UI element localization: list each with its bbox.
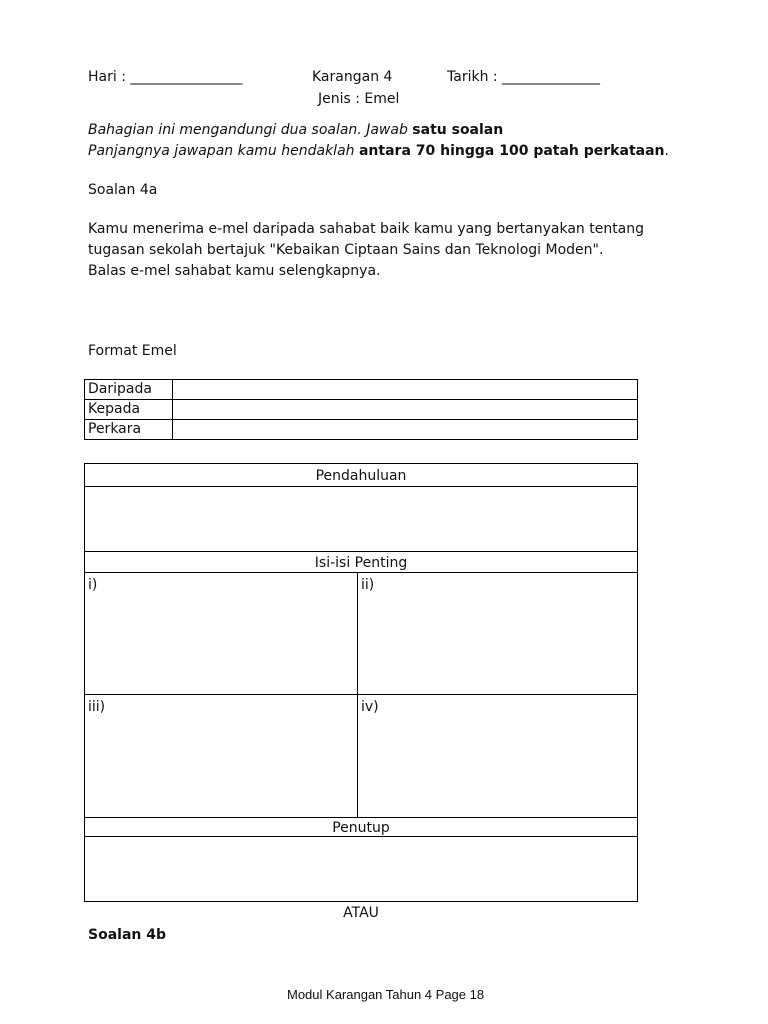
question-4a-line-3: Balas e-mel sahabat kamu selengkapnya. [88,263,381,279]
isi-heading-top-line [84,551,638,552]
hari-field: Hari : ________________ [88,69,243,85]
point-ii-label: ii) [361,577,375,593]
daripada-input-cell[interactable] [174,380,636,398]
question-4a-line-2: tugasan sekolah bertajuk "Kebaikan Ciptaan Sains dan Teknologi Moden". [88,242,604,258]
isi-heading-bottom-line [84,572,638,573]
isi-grid-middle-line [84,694,638,695]
penutup-heading: Penutup [332,820,390,836]
perkara-input-cell[interactable] [174,420,636,438]
instruction-2-period: . [664,143,669,159]
point-iii-label: iii) [88,699,106,715]
point-ii-writing-area[interactable] [359,596,636,692]
penutup-writing-area[interactable] [86,838,636,900]
daripada-label: Daripada [88,381,152,397]
point-i-writing-area[interactable] [86,596,356,692]
instruction-2-emphasis: antara 70 hingga 100 patah perkataan [358,143,665,159]
isi-penting-heading: Isi-isi Penting [314,555,408,571]
point-iii-writing-area[interactable] [86,718,356,815]
kepada-label: Kepada [88,401,141,417]
page-footer: Modul Karangan Tahun 4 Page 18 [287,987,485,1002]
pendahuluan-heading: Pendahuluan [315,468,407,484]
penutup-heading-top-line [84,817,638,818]
instruction-line-2 [88,142,669,160]
pendahuluan-heading-line [84,486,638,487]
instruction-2-text: Panjangnya jawapan kamu hendaklah [88,143,359,159]
question-4a-title: Soalan 4a [88,182,158,198]
pendahuluan-writing-area[interactable] [86,488,636,550]
atau-label: ATAU [343,905,379,921]
point-i-label: i) [88,577,98,593]
kepada-input-cell[interactable] [174,400,636,418]
jenis-label: Jenis : Emel [318,91,400,107]
question-4a-line-1: Kamu menerima e-mel daripada sahabat baik kamu yang bertanyakan tentang [88,221,645,237]
instruction-1-text: Bahagian ini mengandungi dua soalan. Jawab [88,122,413,138]
penutup-heading-bottom-line [84,836,638,837]
perkara-label: Perkara [88,421,142,437]
question-4b-title: Soalan 4b [88,927,166,943]
email-header-divider [172,379,173,440]
point-iv-writing-area[interactable] [359,718,636,815]
tarikh-field: Tarikh : ______________ [447,69,601,85]
point-iv-label: iv) [361,699,379,715]
karangan-number: Karangan 4 [312,69,393,85]
format-emel-title: Format Emel [88,343,177,359]
instruction-1-emphasis: satu soalan [412,122,504,138]
instruction-line-1 [88,121,503,139]
